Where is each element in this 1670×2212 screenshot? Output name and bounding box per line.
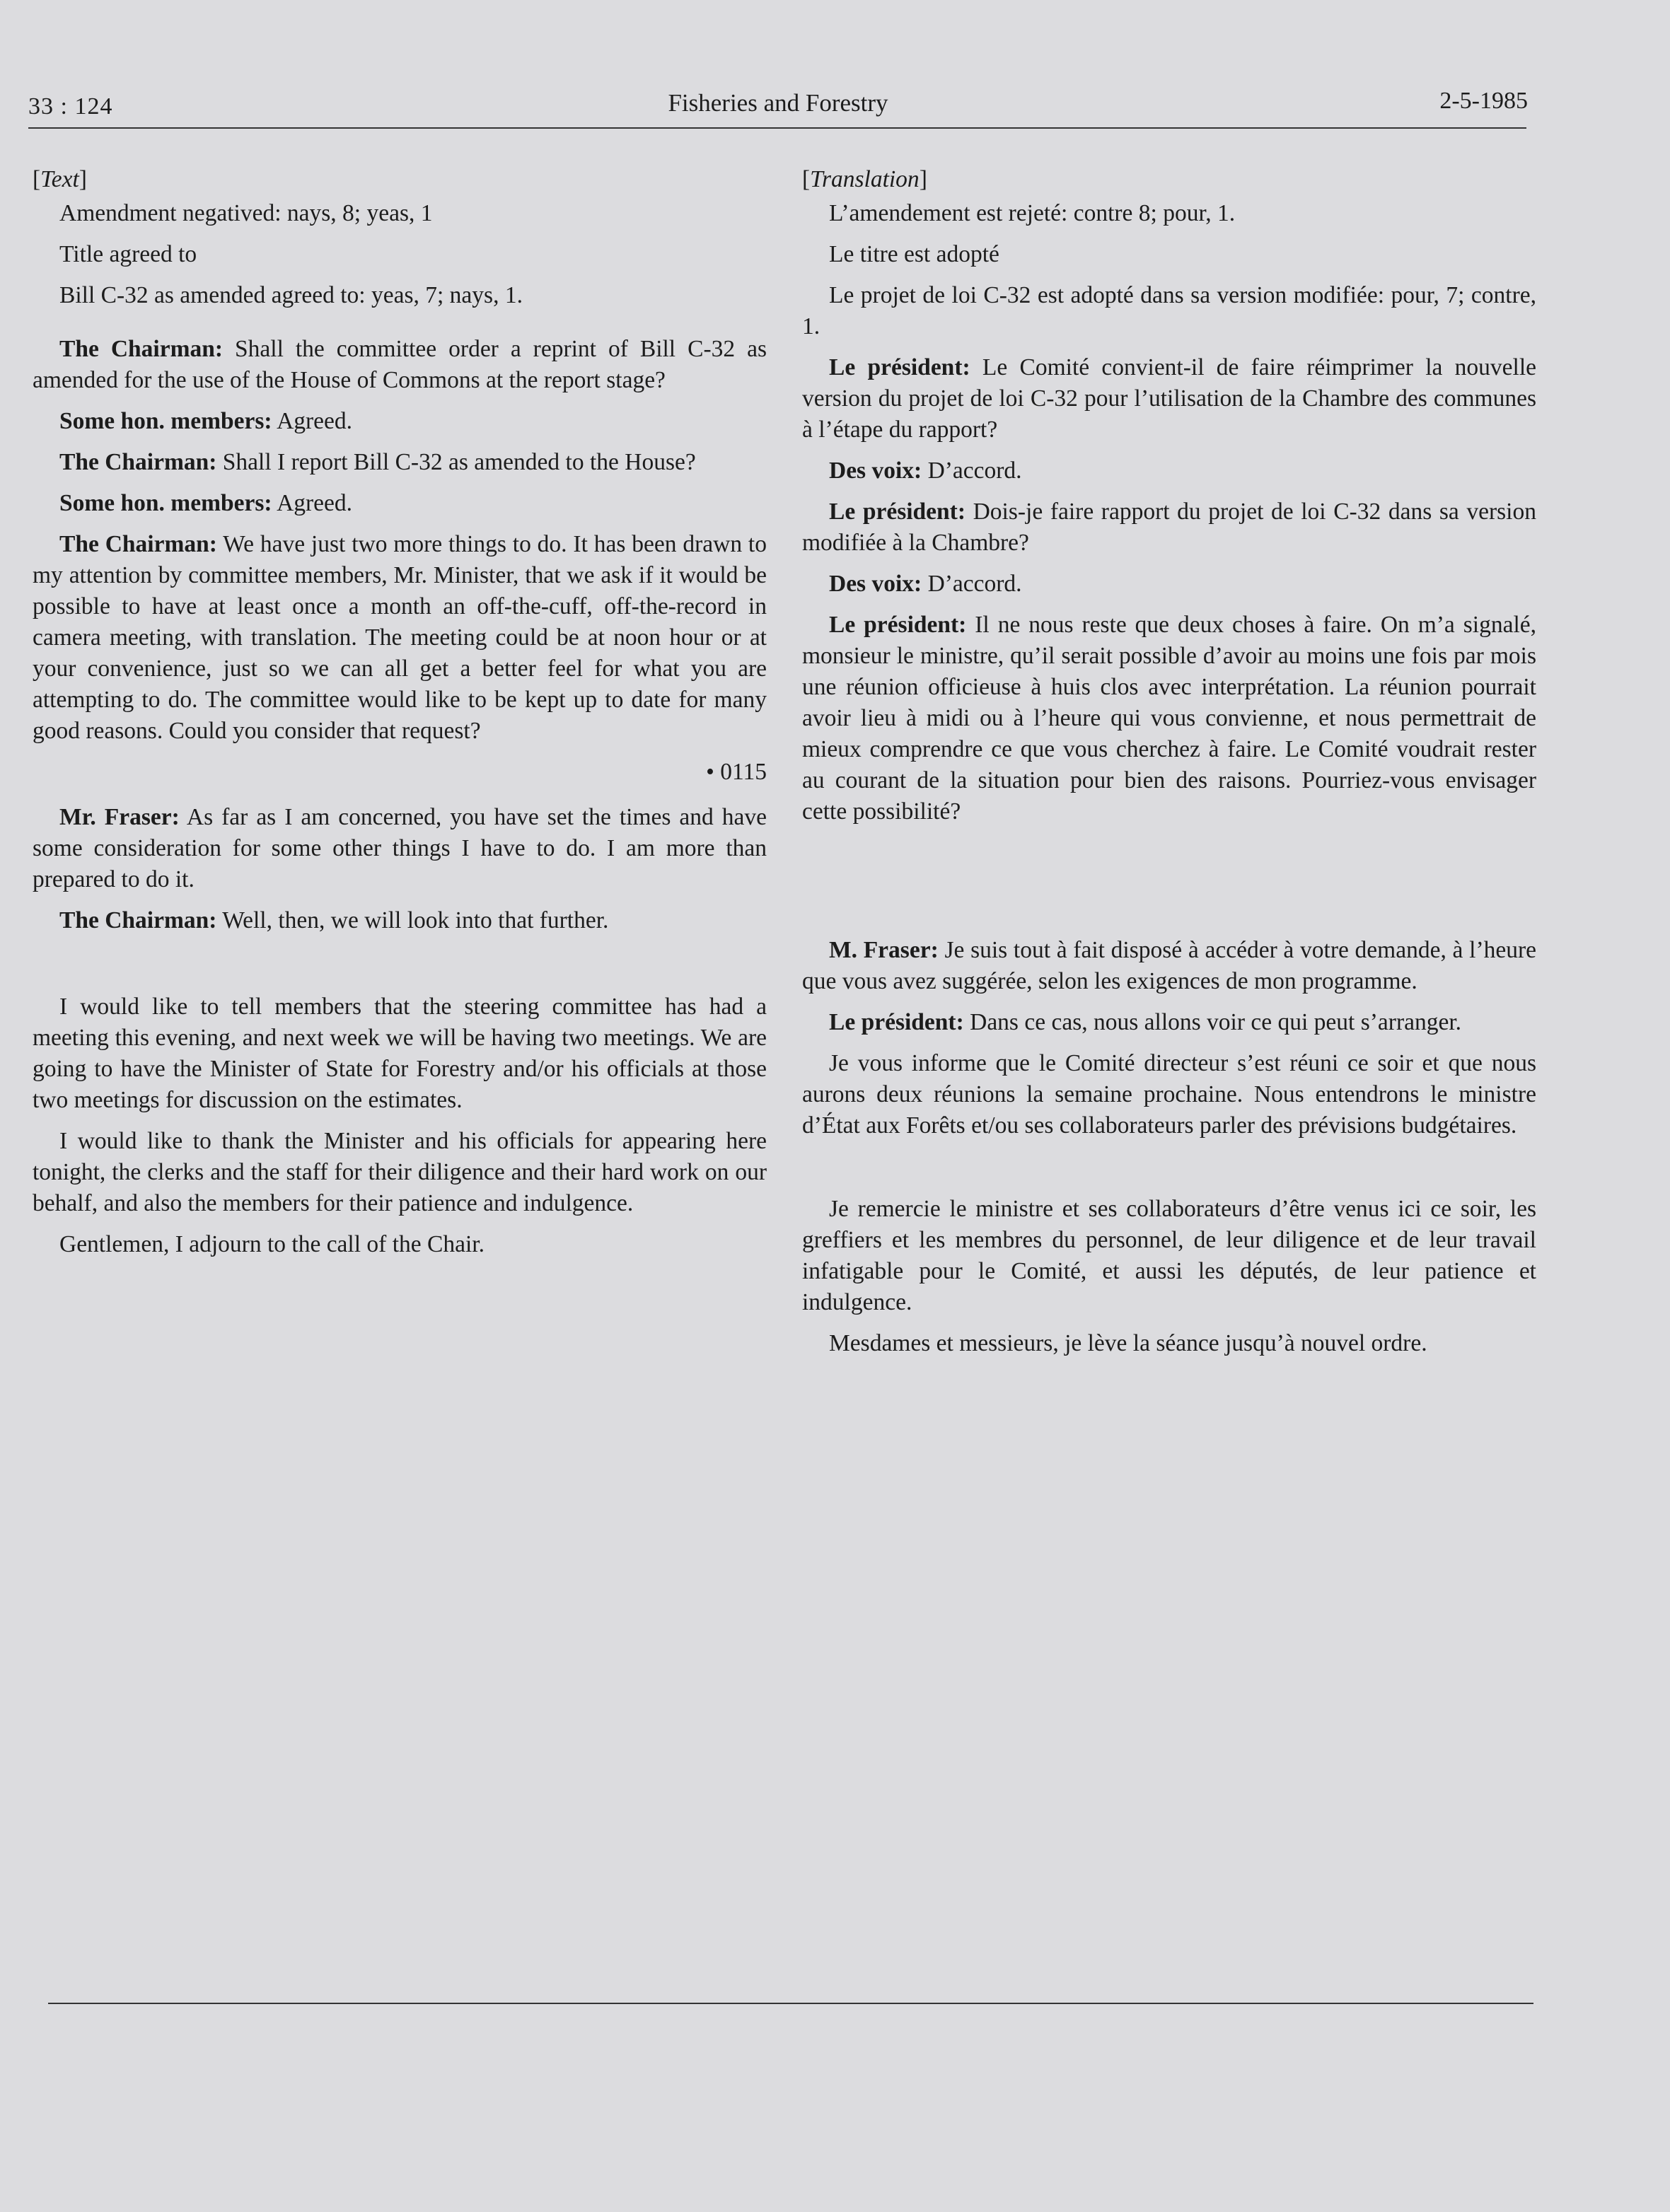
- speech-paragraph: [802, 496, 1536, 559]
- section-label: [Translation]: [802, 166, 927, 192]
- speech-text: Le Comité convient-il de faire réimprimer la nouvelle version du projet de loi C-32 pour l’utilisation de la Chambre des communes à l’étape du rapport?: [802, 354, 1537, 443]
- speech-paragraph: [802, 1007, 1536, 1038]
- section-label-text: Translation: [810, 166, 920, 192]
- section-label: [Text]: [33, 166, 87, 192]
- vote-result: Title agreed to: [59, 241, 197, 267]
- page-header: [28, 88, 1528, 127]
- speaker-name: Some hon. members:: [59, 490, 272, 516]
- speech-paragraph: [33, 406, 767, 437]
- speech-text: D’accord.: [922, 571, 1022, 597]
- vote-result: Le projet de loi C-32 est adopté dans sa version modifiée: pour, 7; contre, 1.: [802, 282, 1536, 339]
- speech-text: Shall the committee order a reprint of Bill C-32 as amended for the use of the House of Commons at the report stage?: [33, 336, 767, 393]
- speech-paragraph: [33, 334, 767, 396]
- speaker-name: Le président:: [829, 499, 966, 525]
- speech-paragraph: Mesdames et messieurs, je lève la séance jusqu’à nouvel ordre.: [829, 1330, 1427, 1356]
- speaker-name: The Chairman:: [59, 449, 217, 475]
- english-column: [33, 164, 767, 1260]
- speech-paragraph: [33, 447, 767, 478]
- vote-result: L’amendement est rejeté: contre 8; pour, 1.: [829, 200, 1236, 226]
- speech-text: Agreed.: [272, 490, 353, 516]
- speech-paragraph: [33, 802, 767, 895]
- speech-paragraph: [802, 610, 1536, 827]
- time-marker: • 0115: [706, 759, 767, 785]
- header-date: 2-5-1985: [1439, 88, 1528, 114]
- vote-result: Le titre est adopté: [829, 241, 999, 267]
- speaker-name: The Chairman:: [59, 531, 217, 557]
- vote-result: Amendment negatived: nays, 8; yeas, 1: [59, 200, 433, 226]
- speech-paragraph: [33, 488, 767, 519]
- speaker-name: Le président:: [829, 612, 967, 638]
- speaker-name: Des voix:: [829, 571, 922, 597]
- page-number: 33 : 124: [28, 93, 113, 120]
- speech-text: Agreed.: [272, 408, 353, 434]
- speech-text: We have just two more things to do. It has been drawn to my attention by committee members, Mr. Minister, that we ask if it would be possible to have at least once a month an off-the-cuff, off-the-record in camera meeting, with translation. The meeting could be at noon hour or at your convenience, just so we can all get a better feel for what you are attempting to do. The committee would like to be kept up to date for many good reasons. Could you consider that request?: [33, 531, 767, 744]
- speaker-name: Mr. Fraser:: [59, 804, 180, 830]
- running-title: Fisheries and Forestry: [668, 89, 888, 117]
- speech-text: Shall I report Bill C-32 as amended to the House?: [216, 449, 696, 475]
- speech-paragraph: Gentlemen, I adjourn to the call of the Chair.: [59, 1231, 485, 1257]
- speaker-name: Le président:: [829, 354, 970, 380]
- speaker-name: Des voix:: [829, 458, 922, 484]
- speech-paragraph: [33, 529, 767, 747]
- speech-paragraph: I would like to tell members that the steering committee has had a meeting this evening, and next week we will be having two meetings. We are going to have the Minister of State for Forestry and/or his officials at those two meetings for discussion on the estimates.: [33, 994, 767, 1113]
- vote-result: Bill C-32 as amended agreed to: yeas, 7; nays, 1.: [59, 282, 523, 308]
- speech-text: D’accord.: [922, 458, 1022, 484]
- speaker-name: The Chairman:: [59, 907, 217, 933]
- speaker-name: Le président:: [829, 1009, 964, 1035]
- speech-text: Dans ce cas, nous allons voir ce qui peut s’arranger.: [963, 1009, 1462, 1035]
- footer-rule: [48, 2003, 1533, 2004]
- speech-paragraph: [802, 569, 1536, 600]
- french-column: [802, 164, 1536, 1359]
- header-rule: [28, 127, 1526, 129]
- speech-text: As far as I am concerned, you have set the times and have some consideration for some other things I have to do. I am more than prepared to do it.: [33, 804, 767, 892]
- speech-paragraph: I would like to thank the Minister and his officials for appearing here tonight, the clerks and the staff for their diligence and their hard work on our behalf, and also the members for their patience and indulgence.: [33, 1128, 767, 1216]
- speech-paragraph: [802, 935, 1536, 997]
- speech-text: Dois-je faire rapport du projet de loi C-32 dans sa version modifiée à la Chambre?: [802, 499, 1536, 556]
- speaker-name: M. Fraser:: [829, 937, 939, 963]
- speaker-name: The Chairman:: [59, 336, 224, 362]
- speech-paragraph: Je remercie le ministre et ses collaborateurs d’être venus ici ce soir, les greffiers et les membres du personnel, de leur diligence et de leur travail infatigable pour le Comité, et aussi les députés, de leur patience et indulgence.: [802, 1196, 1536, 1315]
- speech-paragraph: [802, 352, 1536, 446]
- speech-text: Je suis tout à fait disposé à accéder à votre demande, à l’heure que vous avez suggérée, selon les exigences de mon programme.: [802, 937, 1537, 994]
- speech-text: Il ne nous reste que deux choses à faire. On m’a signalé, monsieur le ministre, qu’il serait possible d’avoir au moins une fois par mois une réunion officieuse à huis clos avec interprétation. La réunion pourrait avoir lieu à midi ou à l’heure qui vous convienne, et nous permettrait de mieux comprendre ce que vous cherchez à faire. Le Comité voudrait rester au courant de la situation pour bien des raisons. Pourriez-vous envisager cette possibilité?: [802, 612, 1537, 825]
- speech-paragraph: [802, 455, 1536, 487]
- section-label-text: Text: [40, 166, 79, 192]
- speaker-name: Some hon. members:: [59, 408, 272, 434]
- speech-paragraph: [33, 905, 767, 936]
- speech-paragraph: Je vous informe que le Comité directeur s’est réuni ce soir et que nous aurons deux réunions la semaine prochaine. Nous entendrons le ministre d’État aux Forêts et/ou ses collaborateurs parler des prévisions budgétaires.: [802, 1050, 1536, 1139]
- speech-text: Well, then, we will look into that further.: [216, 907, 609, 933]
